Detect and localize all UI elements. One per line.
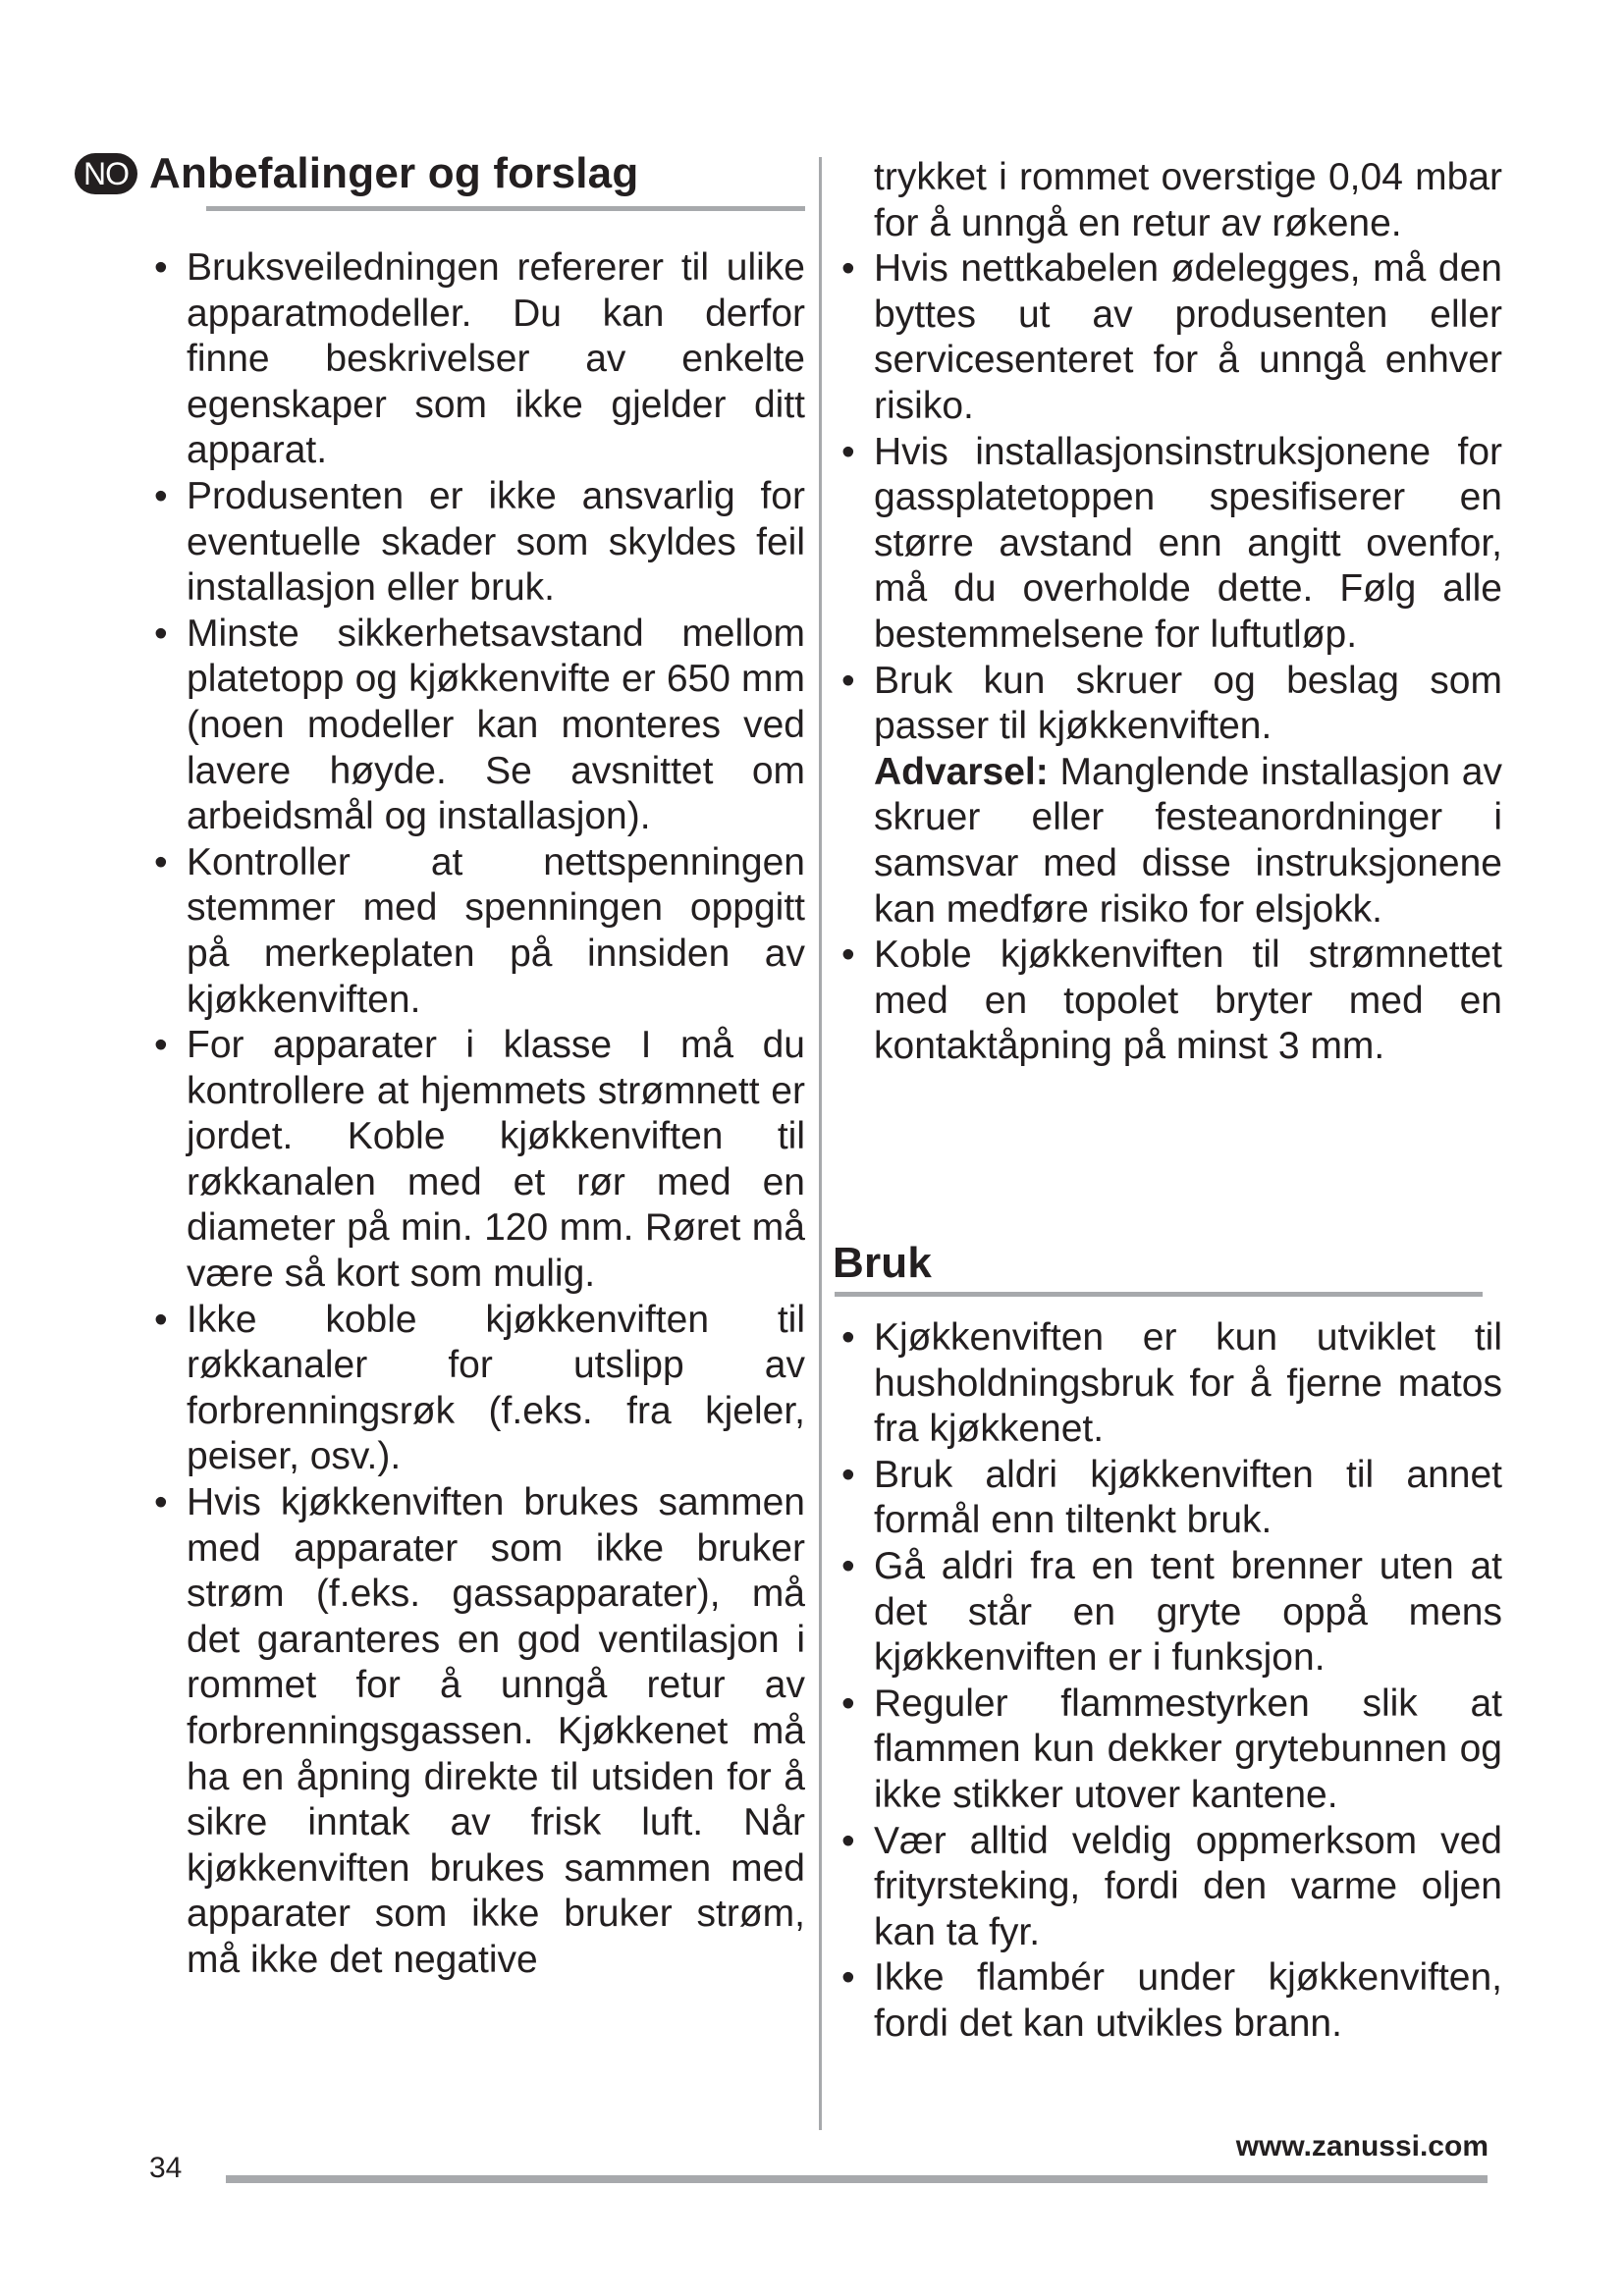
screws-text: Bruk kun skruer og beslag som passer til kjøkkenviften. <box>874 659 1502 748</box>
warning-text: Manglende installasjon av skruer eller festeanordninger i samsvar med disse instruksjonene kan medføre risiko for elsjokk. <box>874 750 1502 931</box>
list-item: • Hvis installasjonsinstruksjonene for gassplatetoppen spesifiserer en større avstand enn angitt ovenfor, må du overholde dette. Følg alle bestemmelsene for luftutløp. <box>835 430 1502 659</box>
list-item: • Minste sikkerhetsavstand mellom platetopp og kjøkkenvifte er 650 mm (noen modeller kan monteres ved lavere høyde. Se avsnittet om arbeidsmål og installasjon). <box>147 612 805 840</box>
list-item: • Kjøkkenviften er kun utviklet til husholdningsbruk for å fjerne matos fra kjøkkenet. <box>835 1315 1502 1453</box>
list-item: • Produsenten er ikke ansvarlig for eventuelle skader som skyldes feil installasjon eller bruk. <box>147 474 805 612</box>
section-underline <box>835 1292 1483 1297</box>
use-list <box>835 1315 1502 2048</box>
list-item: • Ikke koble kjøkkenviften til røkkanaler for utslipp av forbrenningsrøk (f.eks. fra kjeler, peiser, osv.). <box>147 1298 805 1480</box>
section-heading-recommendations <box>75 149 638 198</box>
list-item: • Kontroller at nettspenningen stemmer med spenningen oppgitt på merkeplaten på innsiden av kjøkkenviften. <box>147 840 805 1023</box>
section-heading-use <box>833 1239 932 1288</box>
list-item: • Reguler flammestyrken slik at flammen kun dekker grytebunnen og ikke stikker utover kantene. <box>835 1682 1502 1819</box>
list-item: • Ikke flambér under kjøkkenviften, fordi det kan utvikles brann. <box>835 1955 1502 2047</box>
continued-paragraph: trykket i rommet overstige 0,04 mbar for å unngå en retur av røkene. <box>874 156 1502 244</box>
list-item: • Hvis kjøkkenviften brukes sammen med apparater som ikke bruker strøm (f.eks. gassapparater), må det garanteres en god ventilasjon i rommet for å unngå retur av forbrenningsgassen. Kjøkkenet må ha en åpning direkte til utsiden for å sikre inntak av frisk luft. Når kjøkkenviften brukes sammen med apparater som ikke bruker strøm, må ikke det negative <box>147 1480 805 1984</box>
warning-label: Advarsel: <box>874 750 1049 793</box>
section-underline <box>206 206 805 211</box>
list-item: • Bruk aldri kjøkkenviften til annet formål enn tiltenkt bruk. <box>835 1453 1502 1544</box>
language-badge: NO <box>75 153 137 194</box>
list-item-screws <box>835 659 1502 934</box>
section-title: Anbefalinger og forslag <box>149 149 639 197</box>
list-item: • Bruksveiledningen refererer til ulike apparatmodeller. Du kan derfor finne beskrivelser av enkelte egenskaper som ikke gjelder ditt apparat. <box>147 245 805 474</box>
recommendations-list <box>147 245 805 1984</box>
list-item: • Koble kjøkkenviften til strømnettet med en topolet bryter med en kontaktåpning på minst 3 mm. <box>835 933 1502 1070</box>
list-item: • Vær alltid veldig oppmerksom ved frityrsteking, fordi den varme oljen kan ta fyr. <box>835 1819 1502 1956</box>
footer-rule <box>226 2175 1488 2183</box>
list-item: • For apparater i klasse I må du kontrollere at hjemmets strømnett er jordet. Koble kjøkkenviften til røkkanalen med et rør med en diameter på min. 120 mm. Røret må være så kort som mulig. <box>147 1023 805 1298</box>
page-number: 34 <box>149 2152 183 2184</box>
list-item: • Hvis nettkabelen ødelegges, må den byttes ut av produsenten eller servicesenteret for å unngå enhver risiko. <box>835 246 1502 429</box>
recommendations-list-continued <box>835 155 1502 1070</box>
footer-url: www.zanussi.com <box>1235 2130 1489 2163</box>
list-item: • Gå aldri fra en tent brenner uten at det står en gryte oppå mens kjøkkenviften er i funksjon. <box>835 1544 1502 1682</box>
section-title: Bruk <box>833 1239 933 1287</box>
column-divider <box>819 157 822 2130</box>
